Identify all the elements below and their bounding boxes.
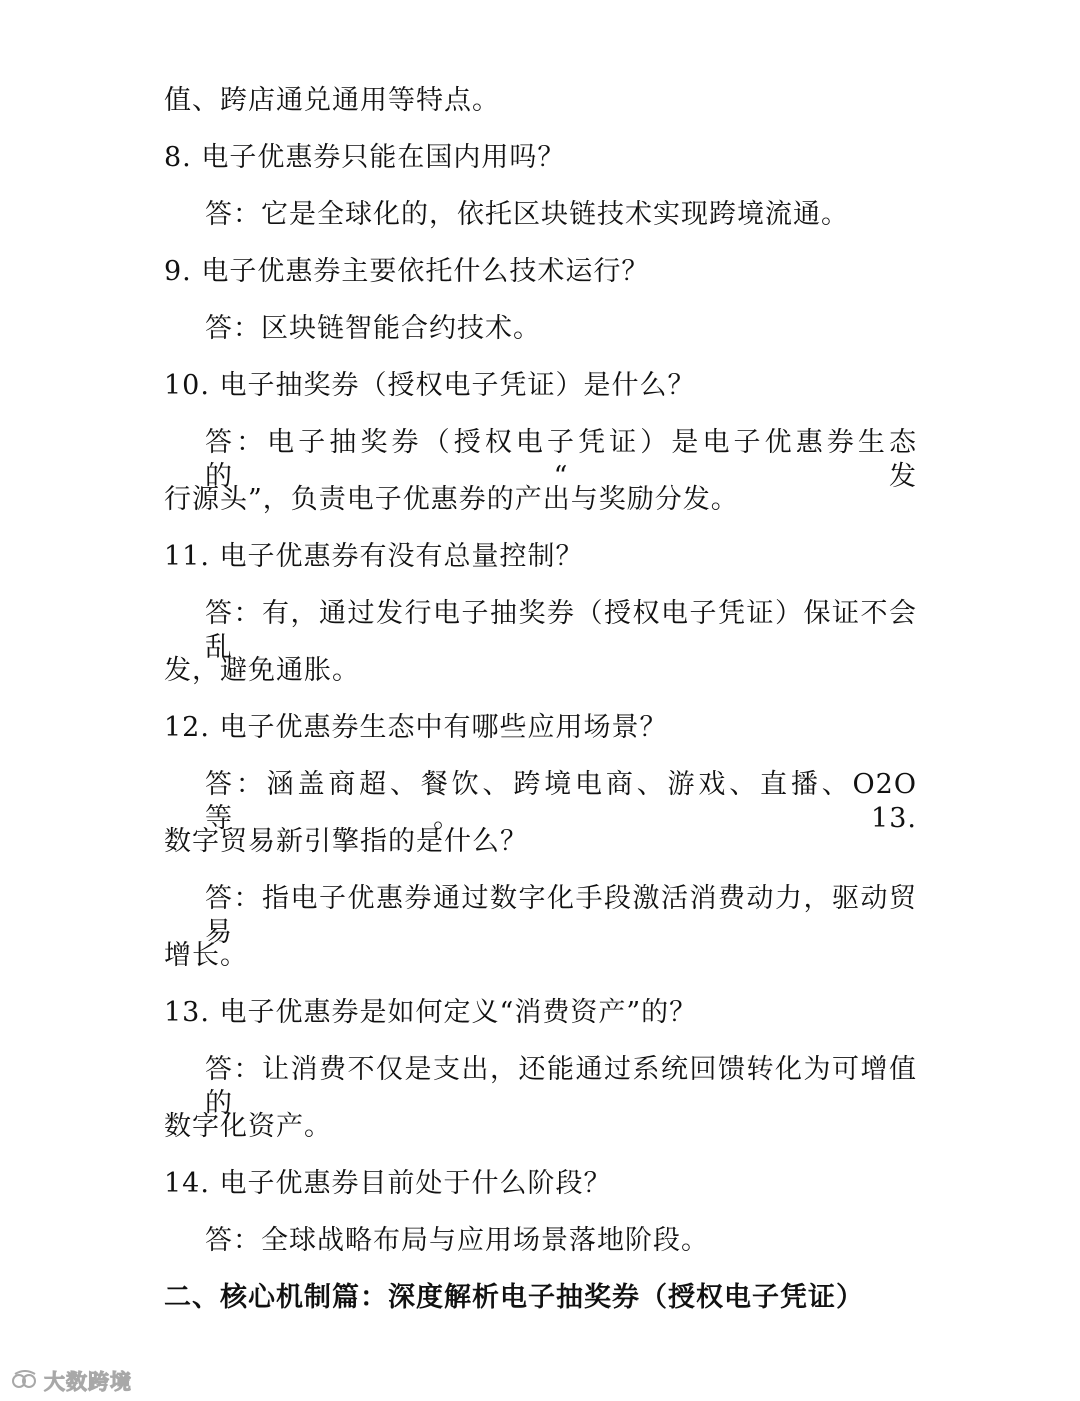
question-13a-line-2: 数字贸易新引擎指的是什么？ xyxy=(164,826,528,857)
text-line-continuation: 值、跨店通兑通用等特点。 xyxy=(164,85,500,116)
section-heading: 二、核心机制篇：深度解析电子抽奖券（授权电子凭证） xyxy=(164,1282,864,1313)
question-8: 8. 电子优惠券只能在国内用吗？ xyxy=(164,142,566,173)
answer-13-line-1: 答：让消费不仅是支出，还能通过系统回馈转化为可增值的 xyxy=(205,1054,917,1119)
question-12: 12. 电子优惠券生态中有哪些应用场景？ xyxy=(164,712,668,743)
question-13: 13. 电子优惠券是如何定义“消费资产”的？ xyxy=(164,997,698,1028)
answer-11-line-1: 答：有，通过发行电子抽奖券（授权电子凭证）保证不会乱 xyxy=(205,598,917,663)
question-9: 9. 电子优惠券主要依托什么技术运行？ xyxy=(164,256,650,287)
watermark-text: 大数跨境 xyxy=(44,1370,132,1394)
brand-logo-icon xyxy=(12,1370,38,1392)
question-14: 14. 电子优惠券目前处于什么阶段？ xyxy=(164,1168,612,1199)
answer-10-line-2: 行源头”，负责电子优惠券的产出与奖励分发。 xyxy=(164,484,739,515)
answer-9: 答：区块链智能合约技术。 xyxy=(205,313,541,344)
answer-11-line-2: 发，避免通胀。 xyxy=(164,655,360,686)
answer-14: 答：全球战略布局与应用场景落地阶段。 xyxy=(205,1225,709,1256)
answer-8: 答：它是全球化的，依托区块链技术实现跨境流通。 xyxy=(205,199,849,230)
answer-10-line-1: 答：电子抽奖券（授权电子凭证）是电子优惠券生态的“发 xyxy=(205,427,917,492)
question-10: 10. 电子抽奖券（授权电子凭证）是什么？ xyxy=(164,370,696,401)
answer-13a-line-1: 答：指电子优惠券通过数字化手段激活消费动力，驱动贸易 xyxy=(205,883,917,948)
answer-13a-line-2: 增长。 xyxy=(164,940,248,971)
question-11: 11. 电子优惠券有没有总量控制？ xyxy=(164,541,584,572)
watermark xyxy=(12,1364,132,1398)
answer-12-line-1: 答：涵盖商超、餐饮、跨境电商、游戏、直播、O2O 等。 13. xyxy=(205,769,917,834)
answer-13-line-2: 数字化资产。 xyxy=(164,1111,332,1142)
